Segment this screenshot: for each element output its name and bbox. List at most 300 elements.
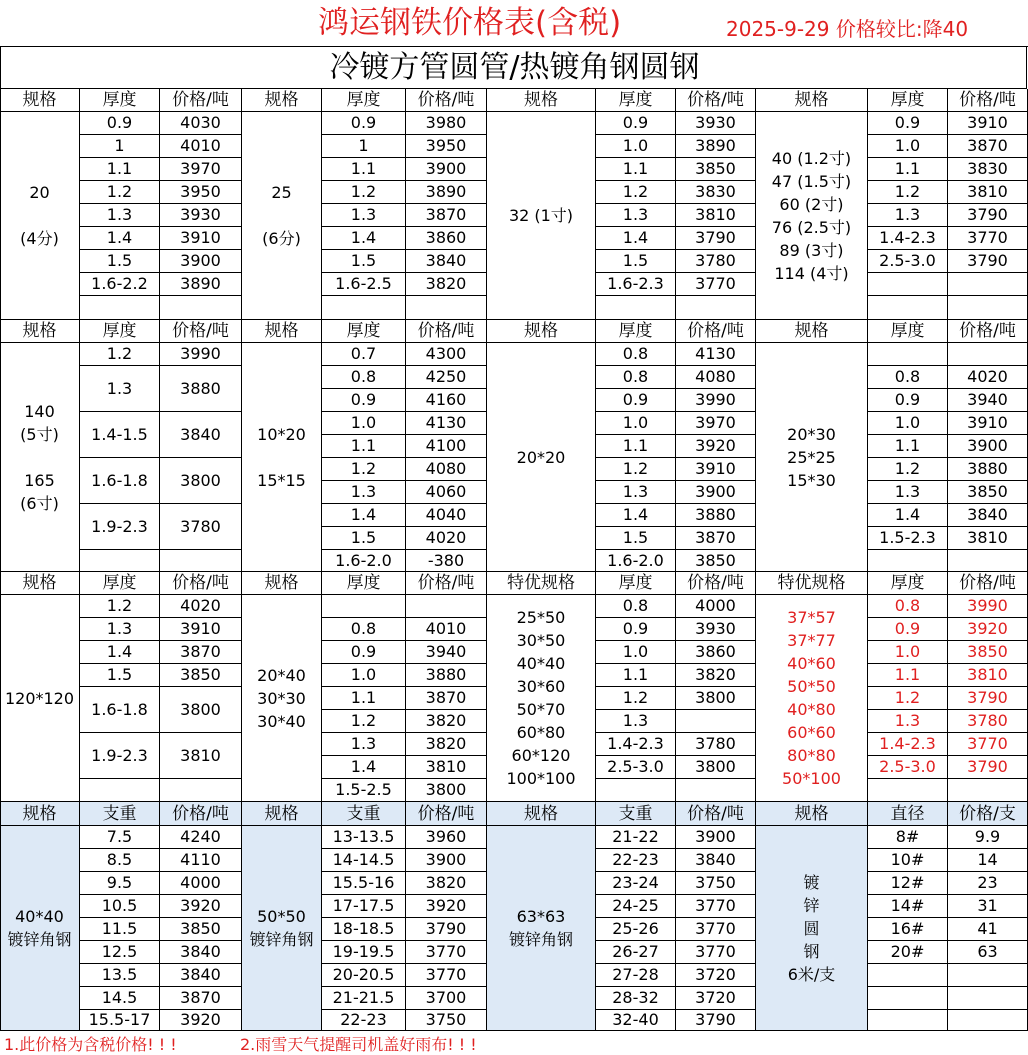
section1-g2-price-8: 3820: [406, 273, 487, 296]
section1-g4-price-4: 3810: [948, 181, 1028, 204]
section2-g2-price-6: 4080: [406, 458, 487, 481]
section1-g4-thickness-8: [868, 273, 948, 296]
header-2-col-8: 厚度: [596, 320, 676, 343]
section3-g4-spec-line: 40*60: [787, 654, 836, 673]
section2-g4-thickness-2: 0.8: [868, 366, 948, 389]
section2-g1-spec-line: (5寸): [20, 424, 59, 444]
section2-g4-thickness-3: 0.9: [868, 389, 948, 412]
section3-g4-spec-line: 37*57: [787, 608, 836, 627]
section3-g1-thickness-2: 1.3: [80, 618, 160, 641]
section4-g3-price-1: 3900: [676, 826, 756, 849]
section3-g3-price-3: 3860: [676, 641, 756, 664]
section4-g4-diameter-7: [868, 964, 948, 987]
section3-g2-thickness-8: 1.4: [322, 756, 406, 779]
section4-g3-price-2: 3840: [676, 849, 756, 872]
header-2-col-4: 规格: [242, 320, 322, 343]
section1-g1-spec: [0, 112, 80, 320]
section3-g4-price-9: [948, 779, 1028, 802]
section2-g1-price-3: 3840: [160, 412, 242, 458]
section4-g3-price-9: 3790: [676, 1010, 756, 1031]
section3-g3-price-5: 3800: [676, 687, 756, 710]
section4-g2-price-8: 3700: [406, 987, 487, 1010]
section4-g4-price-2: 14: [948, 849, 1028, 872]
section1-g1-thickness-3: 1.1: [80, 158, 160, 181]
section3-g4-spec-line: 50*50: [787, 677, 836, 696]
section1-g4-spec-line: 76 (2.5寸): [771, 217, 852, 237]
section2-g3-price-6: 3910: [676, 458, 756, 481]
section4-g2-price-6: 3770: [406, 941, 487, 964]
section2-g4-thickness-1: [868, 343, 948, 366]
section3-g3-thickness-2: 0.9: [596, 618, 676, 641]
section1-g4-spec-line: 60 (2寸): [779, 194, 844, 214]
section2-g2-price-5: 4100: [406, 435, 487, 458]
section4-g4-price-3: 23: [948, 872, 1028, 895]
section4-g4-spec-line: 6米/支: [787, 964, 836, 984]
section3-g3-price-8: 3800: [676, 756, 756, 779]
section1-g2-thickness-9: [322, 296, 406, 320]
header-3-col-2: 厚度: [80, 572, 160, 595]
section4-g1-spec-line: 40*40: [15, 907, 64, 926]
section2-g2-thickness-8: 1.4: [322, 504, 406, 527]
section1-g3-price-1: 3930: [676, 112, 756, 135]
header-2-col-6: 价格/吨: [406, 320, 487, 343]
section4-g2-price-3: 3820: [406, 872, 487, 895]
section3-g4-spec-line: 40*80: [787, 700, 836, 719]
section3-g3-spec-line: 50*70: [516, 700, 566, 719]
header-4-col-3: 价格/吨: [160, 802, 242, 826]
section1-g2-spec: [242, 112, 322, 320]
section2-g3-price-10: 3850: [676, 550, 756, 572]
section4-g1-weight-4: 10.5: [80, 895, 160, 918]
section3-g2-spec-line: 30*40: [257, 711, 306, 731]
section1-g4-price-8: [948, 273, 1028, 296]
section3-g4-spec-line: 37*77: [787, 631, 836, 650]
section4-g2-price-1: 3960: [406, 826, 487, 849]
section3-g4-price-2: 3920: [948, 618, 1028, 641]
section3-g4-spec: [756, 595, 868, 802]
section2-g4-thickness-5: 1.1: [868, 435, 948, 458]
header-3-col-5: 厚度: [322, 572, 406, 595]
subtitle-row: [0, 46, 1027, 89]
section3-g2-thickness-1: [322, 595, 406, 618]
section1-g3-spec-line: 32 (1寸): [508, 206, 574, 225]
section1-g4-thickness-1: 0.9: [868, 112, 948, 135]
section2-g2-price-8: 4040: [406, 504, 487, 527]
section4-g3-weight-5: 25-26: [596, 918, 676, 941]
section1-g2-thickness-2: 1: [322, 135, 406, 158]
section1-g4-thickness-2: 1.0: [868, 135, 948, 158]
section2-g2-thickness-7: 1.3: [322, 481, 406, 504]
section3-g3-spec-line: 30*50: [516, 631, 566, 650]
section4-g2-weight-5: 18-18.5: [322, 918, 406, 941]
section2-g4-spec-line: 20*30: [787, 424, 836, 444]
section4-g1-price-5: 3850: [160, 918, 242, 941]
section4-g1-price-8: 3870: [160, 987, 242, 1010]
section2-g3-price-7: 3900: [676, 481, 756, 504]
header-2-col-3: 价格/吨: [160, 320, 242, 343]
header-2-col-7: 规格: [487, 320, 596, 343]
section1-g3-thickness-8: 1.6-2.3: [596, 273, 676, 296]
section1-g3-price-4: 3830: [676, 181, 756, 204]
section1-g4-thickness-7: 2.5-3.0: [868, 250, 948, 273]
section3-g3-thickness-6: 1.3: [596, 710, 676, 733]
header-4-col-5: 支重: [322, 802, 406, 826]
section1-g2-price-7: 3840: [406, 250, 487, 273]
section3-g1-spec-lines: [5, 687, 74, 710]
section2-g4-thickness-9: 1.5-2.3: [868, 527, 948, 550]
section2-g1-thickness-3: 1.4-1.5: [80, 412, 160, 458]
section1-g1-price-7: 3900: [160, 250, 242, 273]
section1-g3-price-5: 3810: [676, 204, 756, 227]
header-3-col-1: 规格: [0, 572, 80, 595]
section4-g1-price-4: 3920: [160, 895, 242, 918]
section1-g1-spec-line: (4分): [20, 228, 59, 248]
section1-g3-thickness-1: 0.9: [596, 112, 676, 135]
section3-g2-price-5: 3870: [406, 687, 487, 710]
section2-g2-thickness-2: 0.8: [322, 366, 406, 389]
header-1-col-11: 厚度: [868, 89, 948, 112]
section3-g2-thickness-9: 1.5-2.5: [322, 779, 406, 802]
section3-g4-spec-line: 80*80: [787, 746, 836, 765]
section3-g3-spec-line: 100*100: [506, 769, 576, 788]
header-1-col-12: 价格/吨: [948, 89, 1028, 112]
section4-g1-weight-2: 8.5: [80, 849, 160, 872]
section3-g2-thickness-3: 0.9: [322, 641, 406, 664]
section2-g4-price-4: 3910: [948, 412, 1028, 435]
header-4-col-9: 价格/吨: [676, 802, 756, 826]
header-4-col-1: 规格: [0, 802, 80, 826]
section3-g2-spec: [242, 595, 322, 802]
section1-g4-price-7: 3790: [948, 250, 1028, 273]
section2-g4-thickness-8: 1.4: [868, 504, 948, 527]
section4-g4-diameter-6: 20#: [868, 941, 948, 964]
section2-g3-price-1: 4130: [676, 343, 756, 366]
section4-g2-weight-4: 17-17.5: [322, 895, 406, 918]
section1-g1-price-4: 3950: [160, 181, 242, 204]
section3-g4-thickness-6: 1.3: [868, 710, 948, 733]
section2-g4-spec-line: 15*30: [787, 470, 836, 490]
section1-g4-spec-line: 40 (1.2寸): [771, 148, 852, 168]
section1-g3-thickness-7: 1.5: [596, 250, 676, 273]
section3-g3-price-1: 4000: [676, 595, 756, 618]
section1-g1-thickness-9: [80, 296, 160, 320]
section3-g2-price-9: 3800: [406, 779, 487, 802]
section3-g2-price-6: 3820: [406, 710, 487, 733]
header-2-col-9: 价格/吨: [676, 320, 756, 343]
section4-g4-spec-line: 圆: [803, 918, 820, 938]
section2-g2-price-2: 4250: [406, 366, 487, 389]
section4-g1-weight-5: 11.5: [80, 918, 160, 941]
header-2-col-11: 厚度: [868, 320, 948, 343]
section2-g4-spec-lines: [787, 423, 836, 492]
section2-g2-price-4: 4130: [406, 412, 487, 435]
header-1-col-1: 规格: [0, 89, 80, 112]
section4-g2-price-5: 3790: [406, 918, 487, 941]
section1-g1-spec-line: 20: [29, 182, 50, 202]
section4-g3-weight-1: 21-22: [596, 826, 676, 849]
section4-g4-spec-lines: [788, 871, 836, 986]
section4-g3-price-4: 3770: [676, 895, 756, 918]
header-1-col-10: 规格: [756, 89, 868, 112]
header-3-col-7: 特优规格: [487, 572, 596, 595]
section3-g1-price-7: [160, 779, 242, 802]
section2-g3-price-4: 3970: [676, 412, 756, 435]
section2-g1-thickness-2: 1.3: [80, 366, 160, 412]
section1-g2-price-6: 3860: [406, 227, 487, 250]
section4-g4-diameter-8: [868, 987, 948, 1010]
section4-g2-price-4: 3920: [406, 895, 487, 918]
header-1-col-6: 价格/吨: [406, 89, 487, 112]
section2-g2-thickness-10: 1.6-2.0: [322, 550, 406, 572]
section1-g4-thickness-9: [868, 296, 948, 320]
section1-g4-spec-lines: [772, 147, 851, 285]
header-2-col-5: 厚度: [322, 320, 406, 343]
section4-g3-weight-6: 26-27: [596, 941, 676, 964]
section3-g1-thickness-5: 1.6-1.8: [80, 687, 160, 733]
section1-g1-price-8: 3890: [160, 273, 242, 296]
section2-g1-thickness-4: 1.6-1.8: [80, 458, 160, 504]
section3-g1-price-1: 4020: [160, 595, 242, 618]
section3-g1-spec: [0, 595, 80, 802]
section1-g2-thickness-1: 0.9: [322, 112, 406, 135]
section2-g3-price-9: 3870: [676, 527, 756, 550]
section2-g4-price-6: 3880: [948, 458, 1028, 481]
header-4-col-6: 价格/吨: [406, 802, 487, 826]
section4-g4-price-9: [948, 1010, 1028, 1031]
section1-g2-spec-line: (6分): [262, 228, 301, 248]
section4-g4-spec: [756, 826, 868, 1031]
section4-g1-price-9: 3920: [160, 1010, 242, 1031]
section1-g3-thickness-5: 1.3: [596, 204, 676, 227]
section4-g1-spec-lines: [7, 905, 71, 951]
section3-g2-spec-line: 20*40: [257, 665, 306, 685]
section2-g3-spec: [487, 343, 596, 572]
section2-g3-thickness-6: 1.2: [596, 458, 676, 481]
header-3-col-6: 价格/吨: [406, 572, 487, 595]
section1-g2-thickness-8: 1.6-2.5: [322, 273, 406, 296]
section3-g4-price-7: 3770: [948, 733, 1028, 756]
section4-g3-weight-7: 27-28: [596, 964, 676, 987]
header-4-col-10: 规格: [756, 802, 868, 826]
header-2-col-10: 规格: [756, 320, 868, 343]
section4-g4-diameter-3: 12#: [868, 872, 948, 895]
date-price-note: 2025-9-29 价格较比:降40: [726, 17, 969, 41]
section2-g4-price-2: 4020: [948, 366, 1028, 389]
section3-g3-price-7: 3780: [676, 733, 756, 756]
section1-g1-thickness-1: 0.9: [80, 112, 160, 135]
section4-g1-spec-line: 镀锌角钢: [7, 930, 72, 949]
section3-g4-spec-line: 50*100: [782, 769, 841, 788]
section1-g4-price-2: 3870: [948, 135, 1028, 158]
header-4-col-12: 价格/支: [948, 802, 1028, 826]
section1-g4-spec-line: 47 (1.5寸): [771, 171, 852, 191]
section3-g2-spec-line: 30*30: [257, 688, 306, 708]
section2-g2-price-9: 4020: [406, 527, 487, 550]
section4-g1-weight-6: 12.5: [80, 941, 160, 964]
section1-g1-price-3: 3970: [160, 158, 242, 181]
section4-g2-spec-line: 镀锌角钢: [249, 930, 314, 949]
section4-g4-diameter-5: 16#: [868, 918, 948, 941]
section2-g3-thickness-7: 1.3: [596, 481, 676, 504]
section2-g1-price-5: 3780: [160, 504, 242, 550]
section4-g2-weight-9: 22-23: [322, 1010, 406, 1031]
section3-g2-thickness-5: 1.1: [322, 687, 406, 710]
section3-g3-spec: [487, 595, 596, 802]
section4-g3-spec-lines: [509, 905, 573, 951]
section1-g2-spec-lines: [262, 170, 301, 262]
section3-g3-price-4: 3820: [676, 664, 756, 687]
section1-g4-price-5: 3790: [948, 204, 1028, 227]
section2-g4-spec-line: 25*25: [787, 447, 836, 467]
section3-g3-spec-line: 25*50: [516, 608, 566, 627]
section2-g1-spec-lines: [20, 400, 59, 515]
section4-g4-spec-line: 镀: [803, 872, 820, 892]
section4-g1-weight-9: 15.5-17: [80, 1010, 160, 1031]
section3-g3-thickness-4: 1.1: [596, 664, 676, 687]
section1-g1-thickness-5: 1.3: [80, 204, 160, 227]
section2-g2-thickness-4: 1.0: [322, 412, 406, 435]
section1-g3-spec-lines: [509, 204, 573, 227]
section4-g2-price-9: 3750: [406, 1010, 487, 1031]
section3-g3-thickness-1: 0.8: [596, 595, 676, 618]
section4-g3-weight-8: 28-32: [596, 987, 676, 1010]
section1-g4-spec-line: 89 (3寸): [779, 240, 844, 260]
section3-g2-price-3: 3940: [406, 641, 487, 664]
section2-g4-price-3: 3940: [948, 389, 1028, 412]
section4-g4-spec-line: 锌: [803, 895, 820, 915]
section3-g1-thickness-1: 1.2: [80, 595, 160, 618]
section3-g2-price-1: [406, 595, 487, 618]
section3-g4-spec-line: 60*60: [787, 723, 836, 742]
section4-g3-price-3: 3750: [676, 872, 756, 895]
section2-g1-spec-line: 140: [24, 401, 55, 421]
header-1-col-9: 价格/吨: [676, 89, 756, 112]
section3-g4-price-6: 3780: [948, 710, 1028, 733]
section1-g3-thickness-3: 1.1: [596, 158, 676, 181]
section2-g1-price-1: 3990: [160, 343, 242, 366]
section1-g1-thickness-7: 1.5: [80, 250, 160, 273]
header-2-col-1: 规格: [0, 320, 80, 343]
section1-g3-price-3: 3850: [676, 158, 756, 181]
section2-g1-thickness-5: 1.9-2.3: [80, 504, 160, 550]
section4-g1-weight-1: 7.5: [80, 826, 160, 849]
section3-g4-price-5: 3790: [948, 687, 1028, 710]
section1-g1-spec-lines: [20, 170, 59, 262]
section2-g4-price-7: 3850: [948, 481, 1028, 504]
section1-g2-price-5: 3870: [406, 204, 487, 227]
section2-g1-thickness-6: [80, 550, 160, 572]
header-4-col-7: 规格: [487, 802, 596, 826]
header-4-col-4: 规格: [242, 802, 322, 826]
section4-g3-weight-3: 23-24: [596, 872, 676, 895]
section2-g2-spec-line: 15*15: [257, 470, 306, 490]
section3-g2-price-7: 3820: [406, 733, 487, 756]
section2-g1-spec: [0, 343, 80, 572]
section4-g4-price-8: [948, 987, 1028, 1010]
section4-g2-weight-6: 19-19.5: [322, 941, 406, 964]
section1-g3-thickness-6: 1.4: [596, 227, 676, 250]
section3-g1-price-3: 3870: [160, 641, 242, 664]
section2-g4-thickness-7: 1.3: [868, 481, 948, 504]
section3-g3-spec-line: 40*40: [516, 654, 566, 673]
page-subtitle: 冷镀方管圆管/热镀角钢圆钢: [329, 50, 700, 85]
section1-g4-thickness-5: 1.3: [868, 204, 948, 227]
section4-g4-spec-line: 钢: [803, 941, 820, 961]
header-3-col-4: 规格: [242, 572, 322, 595]
section2-g1-spec-line: (6寸): [20, 493, 59, 513]
section2-g2-spec-lines: [257, 423, 306, 492]
section1-g4-thickness-3: 1.1: [868, 158, 948, 181]
section4-g4-price-5: 41: [948, 918, 1028, 941]
section2-g3-thickness-5: 1.1: [596, 435, 676, 458]
section4-g3-price-8: 3720: [676, 987, 756, 1010]
section3-g4-price-8: 3790: [948, 756, 1028, 779]
section3-g3-thickness-9: [596, 779, 676, 802]
section4-g3-price-7: 3720: [676, 964, 756, 987]
section1-g3-price-8: 3770: [676, 273, 756, 296]
header-3-col-10: 特优规格: [756, 572, 868, 595]
section1-g3-price-6: 3790: [676, 227, 756, 250]
section3-g1-price-4: 3850: [160, 664, 242, 687]
section2-g3-price-2: 4080: [676, 366, 756, 389]
section4-g4-diameter-9: [868, 1010, 948, 1031]
section4-g1-price-6: 3840: [160, 941, 242, 964]
header-3-col-8: 厚度: [596, 572, 676, 595]
section3-g4-thickness-1: 0.8: [868, 595, 948, 618]
section3-g1-thickness-4: 1.5: [80, 664, 160, 687]
section1-g2-price-3: 3900: [406, 158, 487, 181]
section1-g1-price-9: [160, 296, 242, 320]
section4-g4-diameter-2: 10#: [868, 849, 948, 872]
section3-g3-price-2: 3930: [676, 618, 756, 641]
section3-g4-thickness-7: 1.4-2.3: [868, 733, 948, 756]
section1-g2-thickness-4: 1.2: [322, 181, 406, 204]
section2-g3-price-8: 3880: [676, 504, 756, 527]
section1-g1-price-1: 4030: [160, 112, 242, 135]
section4-g4-price-1: 9.9: [948, 826, 1028, 849]
section2-g4-price-1: [948, 343, 1028, 366]
section3-g3-thickness-5: 1.2: [596, 687, 676, 710]
section2-g2-price-3: 4160: [406, 389, 487, 412]
header-1-col-3: 价格/吨: [160, 89, 242, 112]
section1-g1-price-6: 3910: [160, 227, 242, 250]
section3-g4-thickness-2: 0.9: [868, 618, 948, 641]
section1-g1-price-5: 3930: [160, 204, 242, 227]
section3-g4-thickness-9: [868, 779, 948, 802]
section4-g3-spec: [487, 826, 596, 1031]
section4-g2-spec-lines: [249, 905, 313, 951]
section1-g4-thickness-4: 1.2: [868, 181, 948, 204]
section4-g3-price-6: 3770: [676, 941, 756, 964]
section4-g2-weight-7: 20-20.5: [322, 964, 406, 987]
section3-g2-price-4: 3880: [406, 664, 487, 687]
section3-g3-thickness-7: 1.4-2.3: [596, 733, 676, 756]
section2-g1-thickness-1: 1.2: [80, 343, 160, 366]
section3-g1-price-5: 3800: [160, 687, 242, 733]
section3-g1-thickness-7: [80, 779, 160, 802]
section3-g3-spec-line: 60*80: [516, 723, 566, 742]
grid-left-border: [0, 89, 1, 1031]
header-1-col-5: 厚度: [322, 89, 406, 112]
section4-g2-weight-2: 14-14.5: [322, 849, 406, 872]
section2-g1-spec-line: [20, 446, 59, 469]
header-4-col-11: 直径: [868, 802, 948, 826]
section2-g3-price-3: 3990: [676, 389, 756, 412]
section2-g3-thickness-4: 1.0: [596, 412, 676, 435]
section1-g3-price-9: [676, 296, 756, 320]
section2-g4-price-9: 3810: [948, 527, 1028, 550]
section4-g1-weight-8: 14.5: [80, 987, 160, 1010]
